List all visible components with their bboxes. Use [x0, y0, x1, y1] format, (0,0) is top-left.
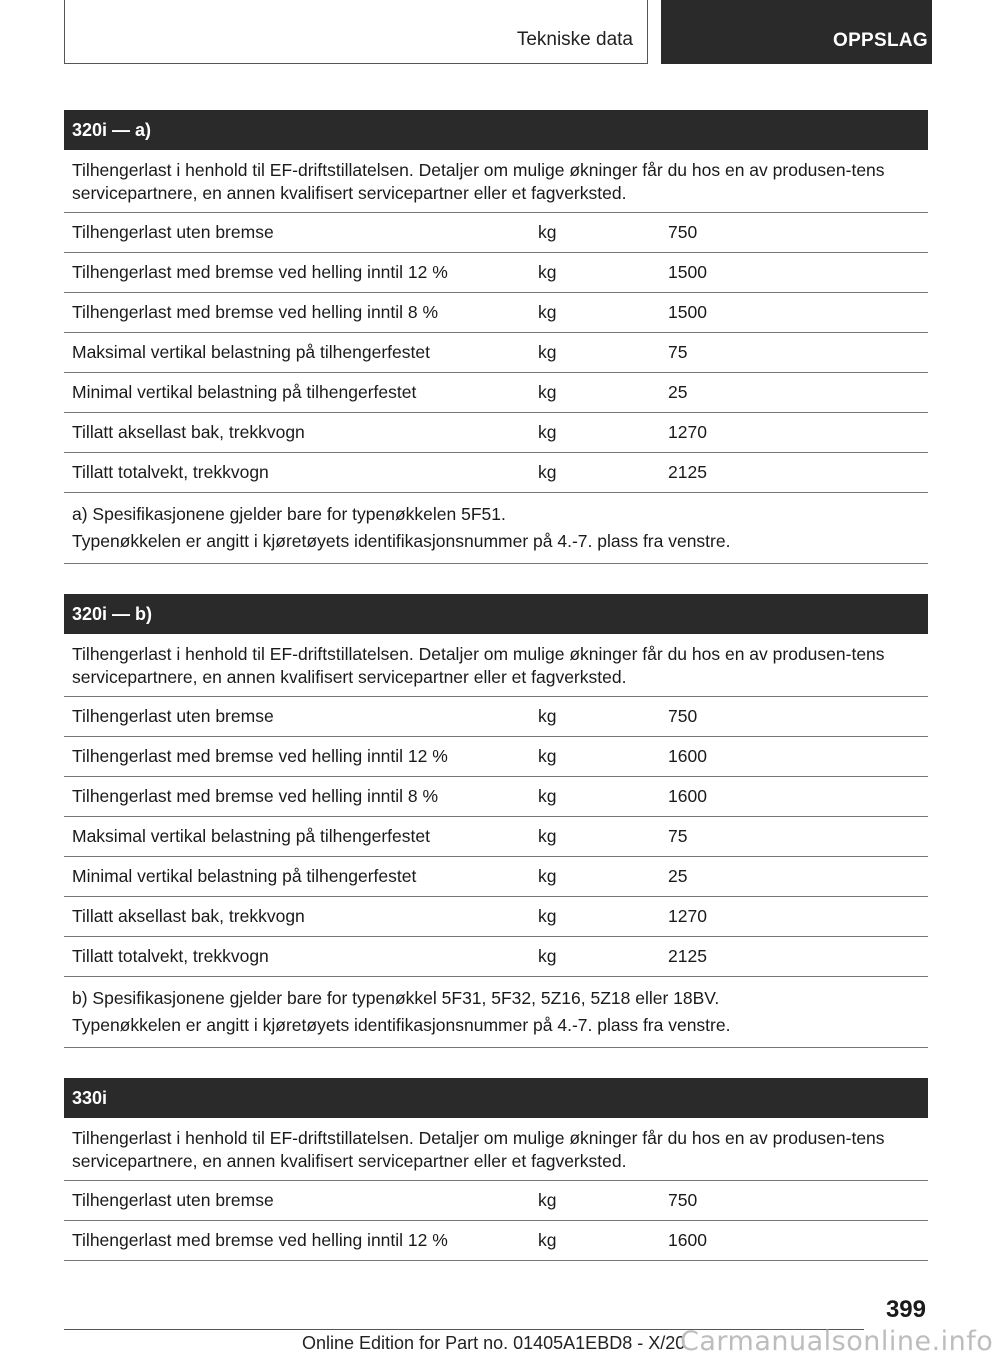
spec-unit: kg: [538, 1230, 557, 1250]
footnote: a) Spesifikasjonene gjelder bare for typenøkkelen 5F51.: [72, 504, 506, 524]
spec-label: Tilhengerlast uten bremse: [72, 1190, 274, 1210]
spec-value: 1600: [668, 786, 707, 806]
spec-label: Tillatt aksellast bak, trekkvogn: [72, 906, 305, 926]
spec-unit: kg: [538, 302, 557, 322]
spec-value: 1600: [668, 1230, 707, 1250]
spec-value: 1600: [668, 746, 707, 766]
spec-unit: kg: [538, 866, 557, 886]
spec-label: Tillatt totalvekt, trekkvogn: [72, 462, 269, 482]
spec-section: [64, 594, 928, 1048]
spec-value: 75: [668, 826, 688, 846]
table-row: [64, 213, 928, 253]
section-tab[interactable]: [661, 0, 932, 64]
spec-value: 1500: [668, 302, 707, 322]
spec-value: 75: [668, 342, 688, 362]
spec-unit: kg: [538, 382, 557, 402]
spec-value: 2125: [668, 462, 707, 482]
watermark: Carmanualsonline.info: [680, 1326, 993, 1357]
table-row: [64, 857, 928, 897]
spec-unit: kg: [538, 826, 557, 846]
edition-info: Online Edition for Part no. 01405A1EBD8 - X/20: [302, 1333, 686, 1353]
table-row: [64, 937, 928, 977]
spec-value: 1270: [668, 422, 707, 442]
spec-label: Tilhengerlast med bremse ved helling inntil 8 %: [72, 786, 439, 806]
spec-label: Minimal vertikal belastning på tilhengerfestet: [72, 382, 417, 402]
footnote: b) Spesifikasjonene gjelder bare for typenøkkel 5F31, 5F32, 5Z16, 5Z18 eller 18BV.: [72, 988, 720, 1008]
table-row: [64, 777, 928, 817]
table-row: [64, 333, 928, 373]
spec-label: Maksimal vertikal belastning på tilhengerfestet: [72, 826, 430, 846]
chapter-title: Tekniske data: [516, 29, 633, 50]
footnote: Typenøkkelen er angitt i kjøretøyets identifikasjonsnummer på 4.-7. plass fra venstre.: [72, 531, 731, 551]
spec-unit: kg: [538, 422, 557, 442]
chapter-header: [64, 0, 648, 64]
spec-label: Tillatt aksellast bak, trekkvogn: [72, 422, 305, 442]
spec-label: Tilhengerlast med bremse ved helling inntil 12 %: [72, 262, 448, 282]
spec-unit: kg: [538, 342, 557, 362]
spec-value: 750: [668, 222, 698, 242]
table-row: [64, 453, 928, 493]
spec-label: Tilhengerlast uten bremse: [72, 222, 274, 242]
spec-label: Tilhengerlast med bremse ved helling inntil 12 %: [72, 1230, 448, 1250]
spec-value: 25: [668, 382, 688, 402]
spec-value: 2125: [668, 946, 707, 966]
page-header: [64, 0, 932, 66]
section-title: 320i — b): [64, 594, 928, 634]
spec-label: Tillatt totalvekt, trekkvogn: [72, 946, 269, 966]
section-title: 330i: [64, 1078, 928, 1118]
spec-value: 750: [668, 1190, 698, 1210]
spec-label: Minimal vertikal belastning på tilhengerfestet: [72, 866, 417, 886]
spec-label: Tilhengerlast med bremse ved helling inntil 8 %: [72, 302, 439, 322]
table-row: [64, 737, 928, 777]
spec-unit: kg: [538, 706, 557, 726]
spec-unit: kg: [538, 906, 557, 926]
section-notes: [64, 977, 928, 1048]
table-row: [64, 293, 928, 333]
spec-section: [64, 110, 928, 564]
table-row: [64, 253, 928, 293]
spec-unit: kg: [538, 1190, 557, 1210]
spec-label: Tilhengerlast uten bremse: [72, 706, 274, 726]
table-row: [64, 413, 928, 453]
spec-value: 750: [668, 706, 698, 726]
section-intro: Tilhengerlast i henhold til EF-driftstillatelsen. Detaljer om mulige økninger får du hos en av produsen-tens servicepartnere, en annen kvalifisert servicepartner eller et fagverksted.: [64, 150, 928, 213]
spec-label: Maksimal vertikal belastning på tilhengerfestet: [72, 342, 430, 362]
spec-unit: kg: [538, 946, 557, 966]
spec-unit: kg: [538, 746, 557, 766]
page-number: 399: [885, 1296, 926, 1323]
section-title: 320i — a): [64, 110, 928, 150]
table-row: [64, 1181, 928, 1221]
spec-label: Tilhengerlast med bremse ved helling inntil 12 %: [72, 746, 448, 766]
spec-value: 25: [668, 866, 688, 886]
spec-unit: kg: [538, 222, 557, 242]
table-row: [64, 697, 928, 737]
spec-unit: kg: [538, 262, 557, 282]
spec-unit: kg: [538, 462, 557, 482]
section-intro: Tilhengerlast i henhold til EF-driftstillatelsen. Detaljer om mulige økninger får du hos en av produsen-tens servicepartnere, en annen kvalifisert servicepartner eller et fagverksted.: [64, 634, 928, 697]
section-tab-label: OPPSLAG: [832, 30, 928, 51]
table-row: [64, 373, 928, 413]
spec-value: 1270: [668, 906, 707, 926]
section-intro: Tilhengerlast i henhold til EF-driftstillatelsen. Detaljer om mulige økninger får du hos en av produsen-tens servicepartnere, en annen kvalifisert servicepartner eller et fagverksted.: [64, 1118, 928, 1181]
section-notes: [64, 493, 928, 564]
table-row: [64, 817, 928, 857]
spec-value: 1500: [668, 262, 707, 282]
table-row: [64, 897, 928, 937]
table-row: [64, 1221, 928, 1261]
main-content: [64, 110, 928, 1291]
spec-section: [64, 1078, 928, 1261]
spec-unit: kg: [538, 786, 557, 806]
footnote: Typenøkkelen er angitt i kjøretøyets identifikasjonsnummer på 4.-7. plass fra venstre.: [72, 1015, 731, 1035]
